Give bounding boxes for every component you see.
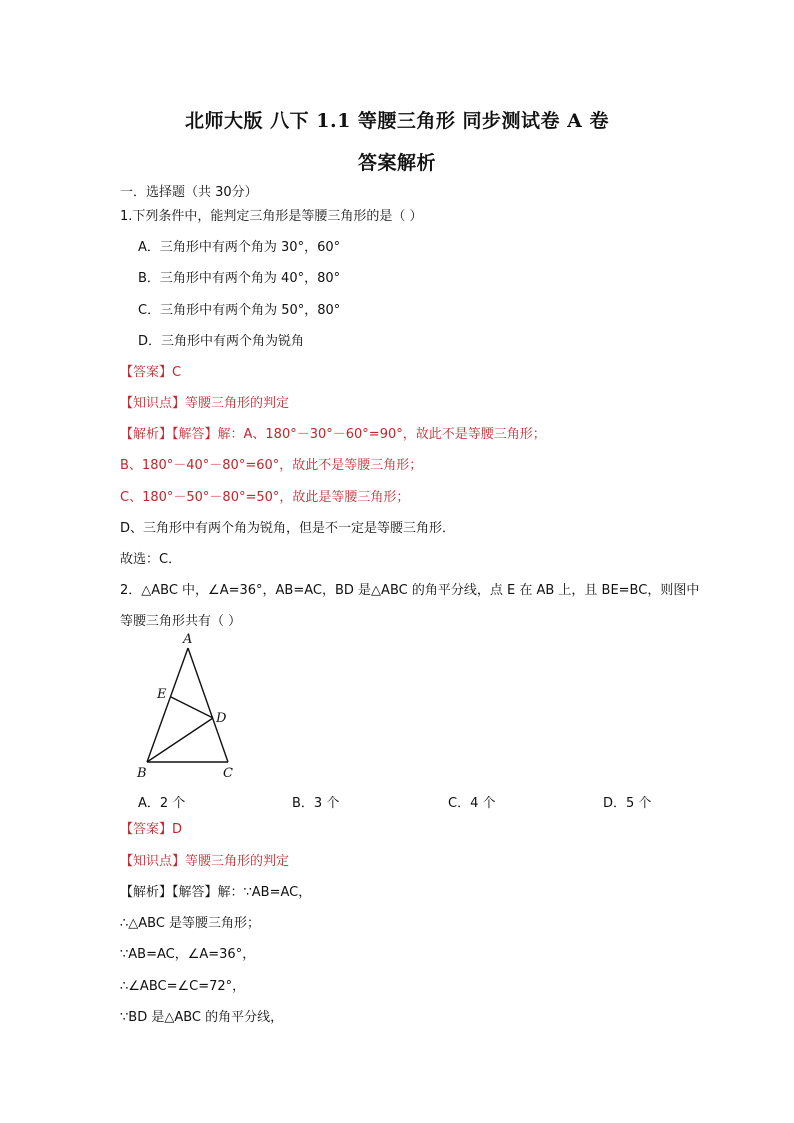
segment-bd xyxy=(147,718,213,762)
q1-analysis-a xyxy=(120,427,546,443)
q2-answer: 【答案】D xyxy=(120,822,183,837)
q2-triangle-figure xyxy=(130,630,250,785)
label-a: A xyxy=(183,632,193,647)
segment-ac xyxy=(188,648,228,762)
document-subtitle: 答案解析 xyxy=(357,152,436,174)
q2-analysis-4: ∴∠ABC=∠C=72°， xyxy=(120,979,246,994)
q1-analysis-c: C、180°－50°－80°=50°，故此是等腰三角形； xyxy=(120,490,410,505)
q2-option-c: C．4 个 xyxy=(448,796,496,811)
q1-analysis-a-text: A、180°－30°－60°=90°，故此不是等腰三角形； xyxy=(243,427,546,442)
q1-answer: 【答案】C xyxy=(120,365,182,380)
q1-stem: 1.下列条件中，能判定三角形是等腰三角形的是（ ） xyxy=(120,209,423,224)
q1-knowledge-text: 【知识点】等腰三角形的判定 xyxy=(120,396,290,411)
q2-analysis-5: ∵BD 是△ABC 的角平分线， xyxy=(120,1010,284,1025)
label-e: E xyxy=(157,687,167,702)
label-b: B xyxy=(137,766,147,781)
q1-option-b: B．三角形中有两个角为 40°，80° xyxy=(138,271,341,286)
q2-stem-line1: 2．△ABC 中，∠A=36°，AB=AC，BD 是△ABC 的角平分线，点 E 在 AB 上，且 BE=BC，则图中 xyxy=(120,583,700,598)
q2-option-a: A．2 个 xyxy=(138,796,186,811)
q2-analysis-3: ∵AB=AC，∠A=36°， xyxy=(120,947,256,962)
q1-option-d: D．三角形中有两个角为锐角 xyxy=(138,334,305,349)
label-d: D xyxy=(216,711,227,726)
label-c: C xyxy=(223,766,233,781)
q1-analysis-head: 【解析】【解答】解： xyxy=(120,427,244,442)
section-heading: 一．选择题（共 30分） xyxy=(120,185,258,200)
q2-knowledge: 【知识点】等腰三角形的判定 xyxy=(120,854,290,869)
q1-option-a: A．三角形中有两个角为 30°，60° xyxy=(138,240,341,255)
segment-ab xyxy=(147,648,188,762)
q2-option-d: D．5 个 xyxy=(603,796,652,811)
q1-analysis-d: D、三角形中有两个角为锐角，但是不一定是等腰三角形． xyxy=(120,521,456,536)
document-title: 北师大版 八下 1.1 等腰三角形 同步测试卷 A 卷 xyxy=(185,110,609,132)
q1-choose: 故选：C． xyxy=(120,552,182,567)
q2-option-b: B．3 个 xyxy=(292,796,340,811)
q1-knowledge xyxy=(120,396,289,412)
q1-option-c: C．三角形中有两个角为 50°，80° xyxy=(138,303,341,318)
q2-analysis-2: ∴△ABC 是等腰三角形； xyxy=(120,916,261,931)
q1-analysis-b: B、180°－40°－80°=60°，故此不是等腰三角形； xyxy=(120,458,423,473)
q2-analysis-1: 【解析】【解答】解：∵AB=AC， xyxy=(120,885,312,900)
q2-stem-line2: 等腰三角形共有（ ） xyxy=(120,614,242,629)
